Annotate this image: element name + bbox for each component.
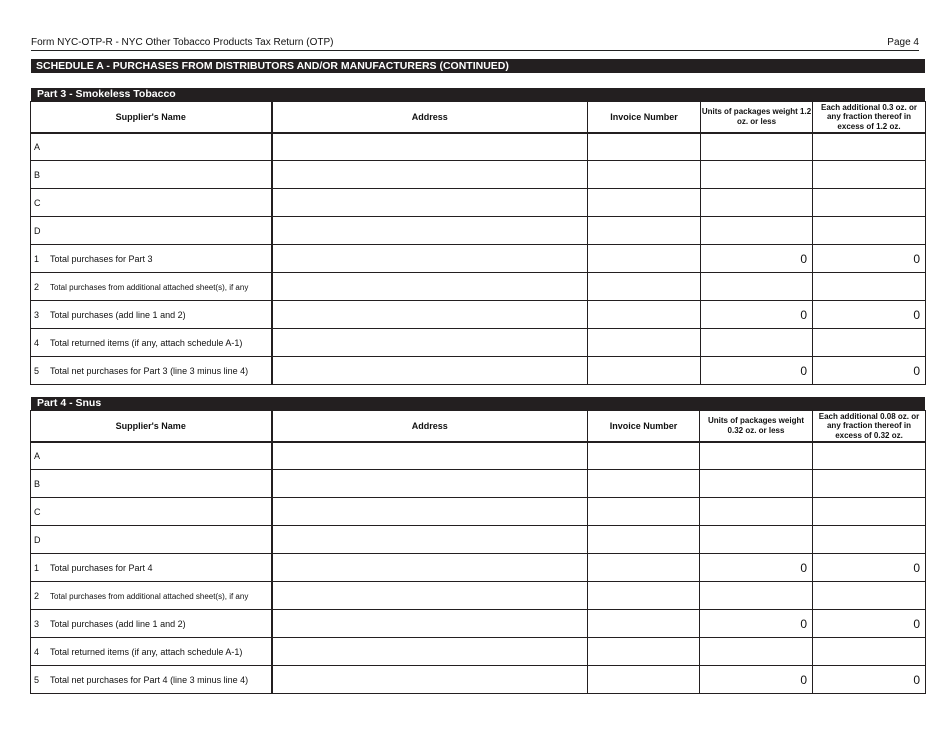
total-line-row — [31, 554, 926, 582]
additional-field[interactable] — [813, 133, 926, 161]
line-text: Total returned items (if any, attach schedule A-1) — [50, 337, 243, 348]
units-field[interactable] — [701, 133, 813, 161]
address-field — [272, 357, 588, 385]
invoice-field — [588, 273, 701, 301]
units-field[interactable] — [700, 442, 813, 470]
address-field — [272, 245, 588, 273]
units-total[interactable]: 0 — [700, 610, 813, 638]
supplier-row — [31, 133, 926, 161]
invoice-field — [588, 329, 701, 357]
col-header-units: Units of packages weight 0.32 oz. or less — [700, 411, 813, 442]
line-label — [31, 329, 272, 357]
address-field[interactable] — [272, 442, 588, 470]
col-header-address: Address — [272, 102, 588, 133]
page-header — [31, 36, 919, 51]
line-number: 5 — [34, 674, 40, 685]
part3-title: Part 3 - Smokeless Tobacco — [31, 88, 925, 101]
address-field — [272, 638, 588, 666]
units-field[interactable] — [700, 498, 813, 526]
units-total[interactable]: 0 — [700, 554, 813, 582]
line-text: Total purchases from additional attached sheet(s), if any — [50, 591, 249, 601]
line-text: Total purchases (add line 1 and 2) — [50, 309, 186, 320]
invoice-field[interactable] — [588, 133, 701, 161]
part3-table — [30, 101, 926, 385]
additional-total[interactable] — [813, 273, 926, 301]
additional-total[interactable] — [813, 582, 926, 610]
additional-total[interactable]: 0 — [813, 554, 926, 582]
invoice-field[interactable] — [588, 189, 701, 217]
part4-header-row — [31, 411, 926, 442]
units-field[interactable] — [701, 189, 813, 217]
additional-field[interactable] — [813, 442, 926, 470]
col-header-invoice-number: Invoice Number — [588, 102, 701, 133]
line-label — [31, 301, 272, 329]
supplier-row — [31, 470, 926, 498]
address-field[interactable] — [272, 161, 588, 189]
additional-total[interactable] — [813, 638, 926, 666]
units-total[interactable] — [701, 329, 813, 357]
line-number: 4 — [34, 646, 40, 657]
invoice-field — [588, 245, 701, 273]
invoice-field — [588, 301, 701, 329]
line-number: 1 — [34, 562, 40, 573]
invoice-field — [588, 666, 700, 694]
line-number: 4 — [34, 337, 40, 348]
line-number: 5 — [34, 365, 40, 376]
line-text: Total returned items (if any, attach schedule A-1) — [50, 646, 243, 657]
line-label — [31, 638, 272, 666]
units-total[interactable] — [701, 273, 813, 301]
total-line-row — [31, 610, 926, 638]
line-number: 2 — [34, 281, 40, 292]
supplier-row-label: C — [31, 189, 272, 217]
line-label — [31, 245, 272, 273]
supplier-row-label: A — [31, 133, 272, 161]
part4-title: Part 4 - Snus — [31, 397, 925, 410]
page-number: Page 4 — [887, 37, 919, 48]
units-field[interactable] — [701, 217, 813, 245]
total-line-row — [31, 301, 926, 329]
supplier-row-label: B — [31, 161, 272, 189]
supplier-row-label: B — [31, 470, 272, 498]
invoice-field[interactable] — [588, 498, 700, 526]
col-header-supplier-name: Supplier's Name — [31, 411, 272, 442]
line-number: 3 — [34, 309, 40, 320]
supplier-row — [31, 189, 926, 217]
address-field — [272, 329, 588, 357]
additional-total[interactable]: 0 — [813, 610, 926, 638]
address-field[interactable] — [272, 189, 588, 217]
units-total[interactable]: 0 — [701, 245, 813, 273]
invoice-field — [588, 582, 700, 610]
supplier-row — [31, 217, 926, 245]
invoice-field — [588, 610, 700, 638]
supplier-row — [31, 161, 926, 189]
invoice-field — [588, 638, 700, 666]
address-field — [272, 554, 588, 582]
invoice-field[interactable] — [588, 217, 701, 245]
additional-total[interactable]: 0 — [813, 245, 926, 273]
additional-field[interactable] — [813, 470, 926, 498]
supplier-row — [31, 526, 926, 554]
invoice-field[interactable] — [588, 470, 700, 498]
address-field — [272, 666, 588, 694]
units-field[interactable] — [700, 526, 813, 554]
line-number: 2 — [34, 590, 40, 601]
additional-field[interactable] — [813, 161, 926, 189]
invoice-field[interactable] — [588, 161, 701, 189]
col-header-invoice-number: Invoice Number — [588, 411, 700, 442]
line-label — [31, 582, 272, 610]
line-text: Total purchases for Part 3 — [50, 253, 153, 264]
address-field[interactable] — [272, 217, 588, 245]
additional-total[interactable]: 0 — [813, 357, 926, 385]
total-line-row — [31, 666, 926, 694]
col-header-additional: Each additional 0.08 oz. or any fraction thereof in excess of 0.32 oz. — [813, 411, 926, 442]
invoice-field — [588, 357, 701, 385]
total-line-row — [31, 273, 926, 301]
address-field[interactable] — [272, 470, 588, 498]
line-text: Total net purchases for Part 3 (line 3 minus line 4) — [50, 365, 249, 376]
address-field[interactable] — [272, 498, 588, 526]
invoice-field[interactable] — [588, 442, 700, 470]
line-label — [31, 666, 272, 694]
total-line-row — [31, 329, 926, 357]
col-header-address: Address — [272, 411, 588, 442]
units-total[interactable] — [700, 638, 813, 666]
schedule-title: SCHEDULE A - PURCHASES FROM DISTRIBUTORS AND/OR MANUFACTURERS (CONTINUED) — [31, 59, 925, 73]
total-line-row — [31, 638, 926, 666]
line-text: Total purchases from additional attached sheet(s), if any — [50, 282, 249, 292]
line-label — [31, 554, 272, 582]
line-text: Total purchases (add line 1 and 2) — [50, 618, 186, 629]
supplier-row — [31, 498, 926, 526]
form-title: Form NYC-OTP-R - NYC Other Tobacco Products Tax Return (OTP) — [31, 37, 334, 48]
supplier-row-label: A — [31, 442, 272, 470]
units-field[interactable] — [700, 470, 813, 498]
units-total[interactable]: 0 — [701, 357, 813, 385]
supplier-row-label: D — [31, 526, 272, 554]
address-field — [272, 610, 588, 638]
units-total[interactable]: 0 — [701, 301, 813, 329]
total-line-row — [31, 245, 926, 273]
col-header-supplier-name: Supplier's Name — [31, 102, 272, 133]
line-label — [31, 610, 272, 638]
supplier-row-label: C — [31, 498, 272, 526]
address-field[interactable] — [272, 526, 588, 554]
supplier-row-label: D — [31, 217, 272, 245]
units-total[interactable]: 0 — [700, 666, 813, 694]
additional-field[interactable] — [813, 189, 926, 217]
col-header-additional: Each additional 0.3 oz. or any fraction thereof in excess of 1.2 oz. — [813, 102, 926, 133]
address-field — [272, 273, 588, 301]
supplier-row — [31, 442, 926, 470]
address-field — [272, 582, 588, 610]
units-field[interactable] — [701, 161, 813, 189]
invoice-field — [588, 554, 700, 582]
line-label — [31, 273, 272, 301]
additional-total[interactable]: 0 — [813, 666, 926, 694]
additional-total[interactable] — [813, 329, 926, 357]
part3-header-row — [31, 102, 926, 133]
line-label — [31, 357, 272, 385]
additional-field[interactable] — [813, 498, 926, 526]
additional-field[interactable] — [813, 526, 926, 554]
part4-table — [30, 410, 926, 694]
col-header-units: Units of packages weight 1.2 oz. or less — [701, 102, 813, 133]
line-text: Total net purchases for Part 4 (line 3 minus line 4) — [50, 674, 249, 685]
line-number: 3 — [34, 618, 40, 629]
invoice-field[interactable] — [588, 526, 700, 554]
additional-field[interactable] — [813, 217, 926, 245]
additional-total[interactable]: 0 — [813, 301, 926, 329]
units-total[interactable] — [700, 582, 813, 610]
line-number: 1 — [34, 253, 40, 264]
total-line-row — [31, 582, 926, 610]
address-field — [272, 301, 588, 329]
total-line-row — [31, 357, 926, 385]
line-text: Total purchases for Part 4 — [50, 562, 153, 573]
address-field[interactable] — [272, 133, 588, 161]
